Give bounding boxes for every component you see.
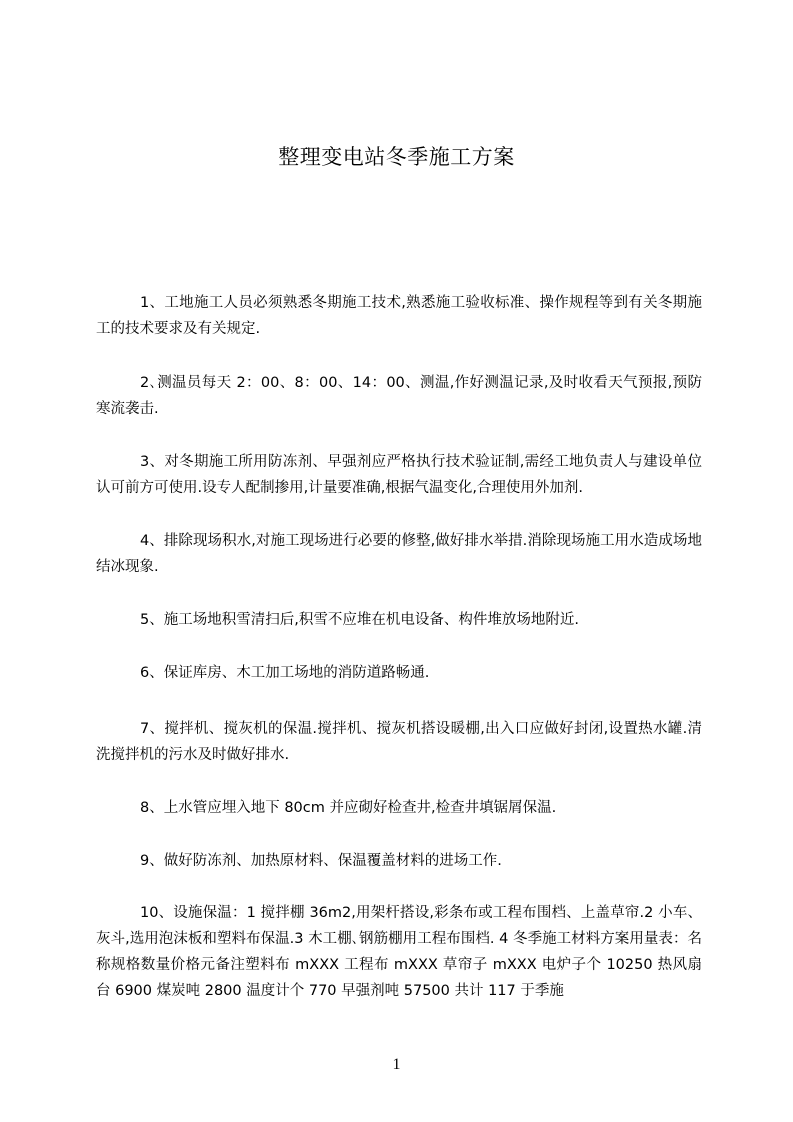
paragraph-7: 7、搅拌机、搅灰机的保温.搅拌机、搅灰机搭设暖棚,出入口应做好封闭,设置热水罐.清洗搅拌机的污水及时做好排水. [96,721,702,763]
paragraph-6: 6、保证库房、木工加工场地的消防道路畅通. [140,665,430,681]
paragraph-4: 4、排除现场积水,对施工现场进行必要的修整,做好排水举措.消除现场施工用水造成场地结冰现象. [96,533,702,575]
page-number: 1 [392,1056,401,1073]
paragraph-5: 5、施工场地积雪清扫后,积雪不应堆在机电设备、构件堆放场地附近. [140,612,579,628]
page-title: 整理变电站冬季施工方案 [278,145,515,169]
paragraph-1: 1、工地施工人员必须熟悉冬期施工技术,熟悉施工验收标准、操作规程等到有关冬期施工的技术要求及有关规定. [96,295,702,337]
paragraph-8: 8、上水管应埋入地下 80cm 并应砌好检查井,检查井填锯屑保温. [140,800,557,816]
paragraph-9: 9、做好防冻剂、加热原材料、保温覆盖材料的进场工作. [140,853,502,869]
paragraph-2: 2､测温员每天 2：00、8：00、14：00、测温,作好测温记录,及时收看天气预报,预防寒流袭击. [96,375,702,417]
paragraph-10: 10、设施保温：1 搅拌棚 36m2,用架杆搭设,彩条布或工程布围档、上盖草帘.2 小车、灰斗,选用泡沫板和塑料布保温.3 木工棚､钢筋棚用工程布围档. 4 冬季施工材料方案用量表：名称规格数量价格元备注塑料布 mXXX 工程布 mXXX 草帘子 mXXX 电炉子个 10250 热风扇台 6900 煤炭吨 2800 温度计个 770 早强剂吨 57500 共计 117 于季施 [96,905,702,999]
paragraph-3: 3、对冬期施工所用防冻剂、早强剂应严格执行技术验证制,需经工地负责人与建设单位认可前方可使用.设专人配制掺用,计量要准确,根据气温变化,合理使用外加剂. [96,454,702,496]
